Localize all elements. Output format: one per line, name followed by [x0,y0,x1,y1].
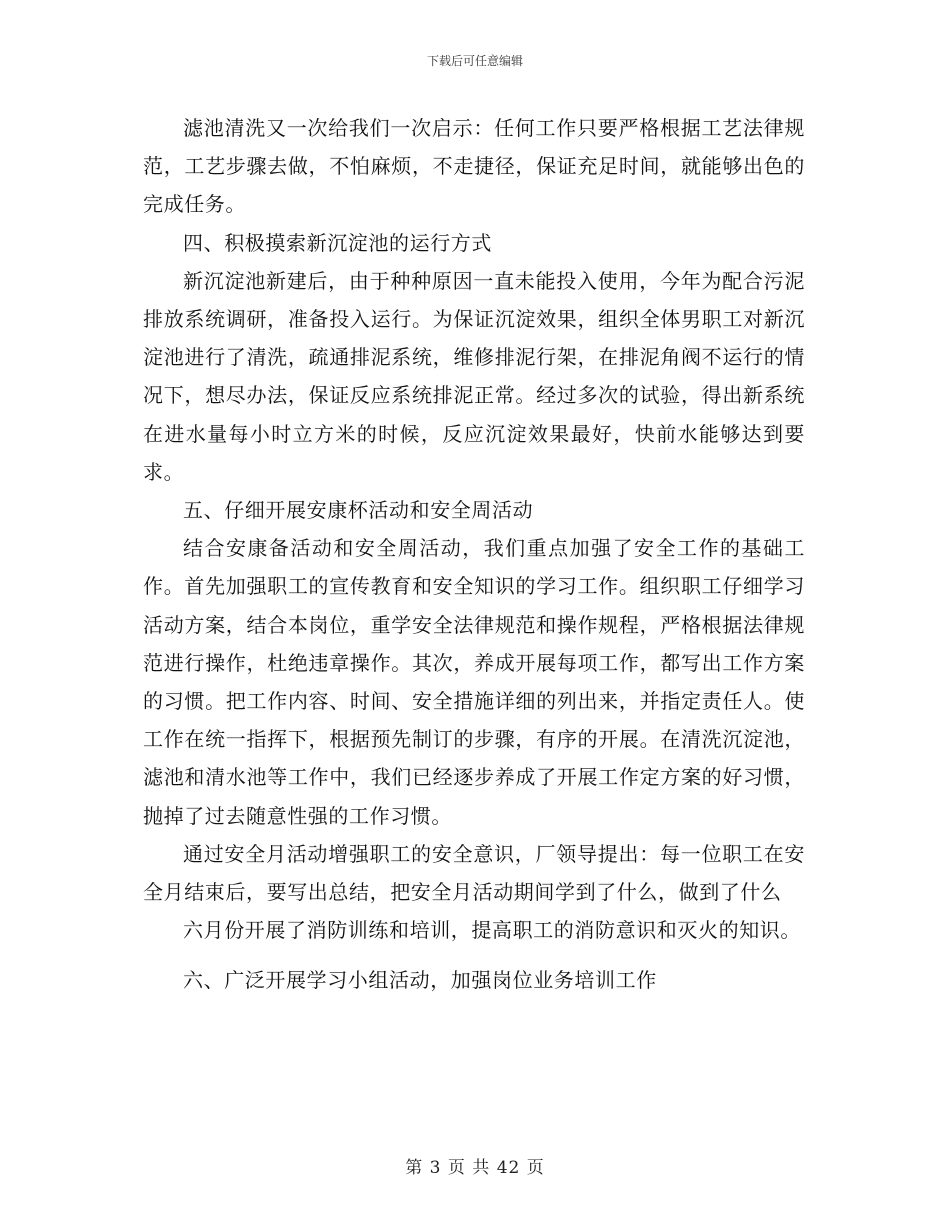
page-header-note: 下载后可任意编辑 [426,54,523,68]
page-number: 第 3 页 共 42 页 [405,1158,545,1178]
section-heading-4: 四、积极摸索新沉淀池的运行方式 [183,230,492,255]
section-heading-6: 六、广泛开展学习小组活动，加强岗位业务培训工作 [183,968,657,993]
paragraph-safety-month: 通过安全月活动增强职工的安全意识，厂领导提出：每一位职工在安全月结束后，要写出总结，把安全月活动期间学到了什么，做到了什么 [143,841,805,905]
paragraph-new-sedimentation-tank: 新沉淀池新建后，由于种种原因一直未能投入使用，今年为配合污泥排放系统调研，准备投入运行。为保证沉淀效果，组织全体男职工对新沉淀池进行了清洗，疏通排泥系统，维修排泥行架，在排泥角阀不运行的情况下，想尽办法，保证反应系统排泥正常。经过多次的试验，得出新系统在进水量每小时立方米的时候，反应沉淀效果最好，快前水能够达到要求。 [143,268,805,484]
paragraph-filter-cleaning-lesson: 滤池清洗又一次给我们一次启示：任何工作只要严格根据工艺法律规范，工艺步骤去做，不怕麻烦，不走捷径，保证充足时间，就能够出色的完成任务。 [143,116,805,217]
document-body [143,109,805,1000]
section-heading-5: 五、仔细开展安康杯活动和安全周活动 [183,498,534,523]
paragraph-fire-training: 六月份开展了消防训练和培训，提高职工的消防意识和灭火的知识。 [183,918,801,943]
paragraph-safety-activities: 结合安康备活动和安全周活动，我们重点加强了安全工作的基础工作。首先加强职工的宣传教育和安全知识的学习工作。组织职工仔细学习活动方案，结合本岗位，重学安全法律规范和操作规程，严格根据法律规范进行操作，杜绝违章操作。其次，养成开展每项工作，都写出工作方案的习惯。把工作内容、时间、安全措施详细的列出来，并指定责任人。使工作在统一指挥下，根据预先制订的步骤，有序的开展。在清洗沉淀池，滤池和清水池等工作中，我们已经逐步养成了开展工作定方案的好习惯，抛掉了过去随意性强的工作习惯。 [143,536,805,828]
